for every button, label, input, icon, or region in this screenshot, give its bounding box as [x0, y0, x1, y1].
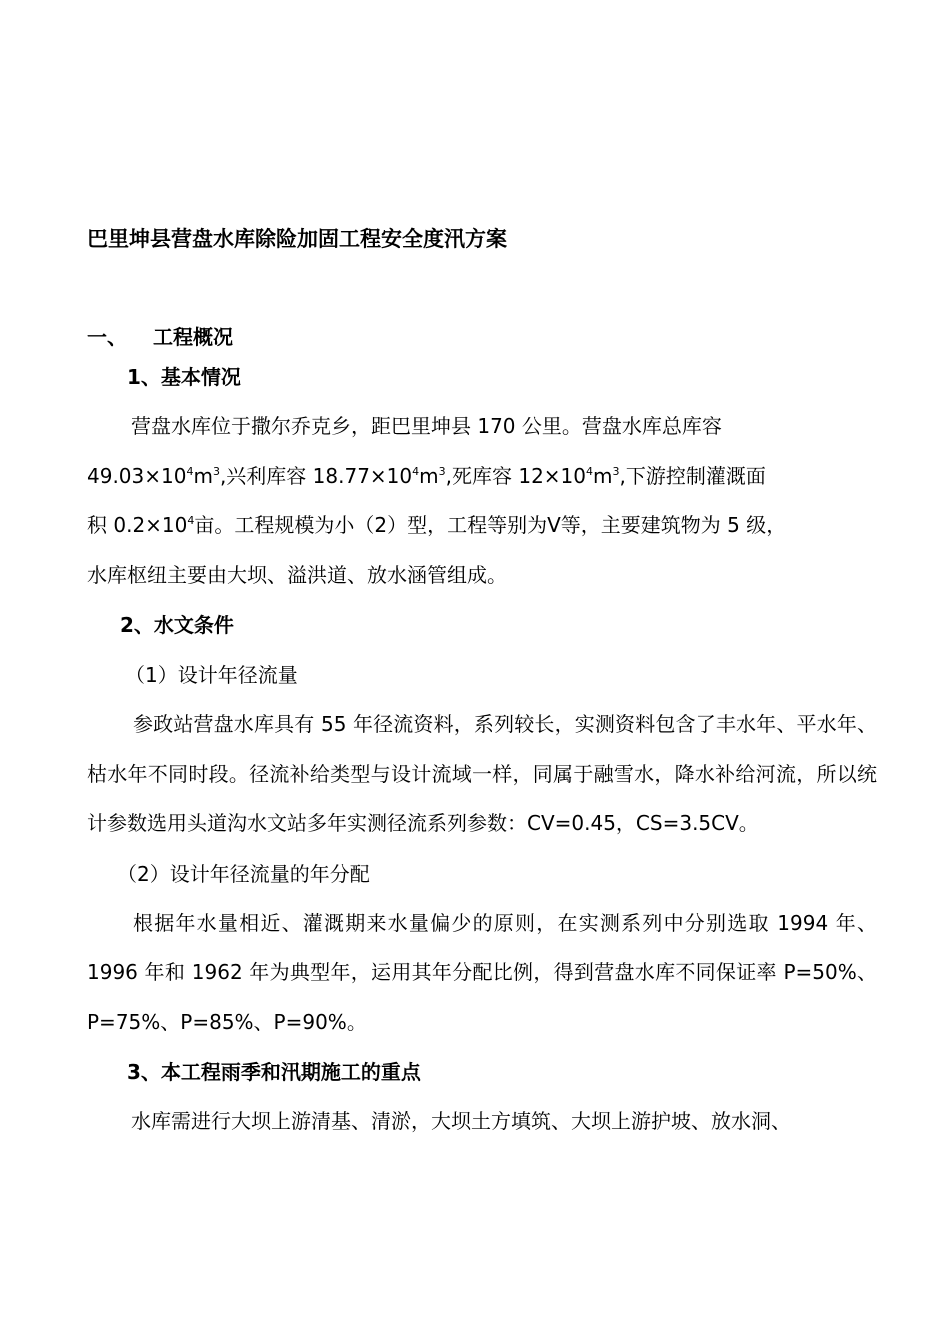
document-title: 巴里坤县营盘水库除险加固工程安全度汛方案 [87, 227, 507, 251]
runoff-distribution-paragraph: 根据年水量相近、灌溉期来水量偏少的原则，在实测系列中分别选取 1994 年、1996 年和 1962 年为典型年，运用其年分配比例，得到营盘水库不同保证率 P=50%、P=75%、P=85%、P=90%。 [87, 910, 877, 1034]
basic-info-paragraph: 营盘水库位于撒尔乔克乡，距巴里坤县 170 公里。营盘水库总库容 $49.03\times 10^4m^3$,兴利库容 $18.77\times 10^4m^3$,死库容 $12\times 10^4m^3$,下游控制灌溉面 积 $0.2\times 10^4$亩。工程规模为小（2）型，工程等别为Ⅴ等，主要建筑物为 5 级， 水库枢纽主要由大坝、溢洪道、放水涵管组成。 [87, 414, 787, 587]
rainy-season-paragraph: 水库需进行大坝上游清基、清淤，大坝土方填筑、大坝上游护坡、放水洞、 [131, 1109, 791, 1133]
item-heading-runoff-distribution: （2）设计年径流量的年分配 [117, 861, 370, 886]
section-number: 一、 [87, 325, 127, 349]
item-heading-annual-runoff: （1）设计年径流量 [125, 663, 298, 687]
subsection-heading-hydrology: 2、水文条件 [120, 613, 234, 637]
annual-runoff-paragraph: 参政站营盘水库具有 55 年径流资料，系列较长，实测资料包含了丰水年、平水年、枯水年不同时段。径流补给类型与设计流域一样，同属于融雪水，降水补给河流，所以统计参数选用头道沟水文站多年实测径流系列参数：CV=0.45，CS=3.5CV。 [87, 712, 877, 835]
subsection-heading-rainy-season: 3、本工程雨季和汛期施工的重点 [127, 1060, 421, 1084]
section-label: 工程概况 [153, 325, 233, 349]
document-page [87, 224, 877, 1147]
section-heading-1 [87, 322, 877, 352]
subsection-heading-basic: 1、基本情况 [127, 365, 241, 389]
